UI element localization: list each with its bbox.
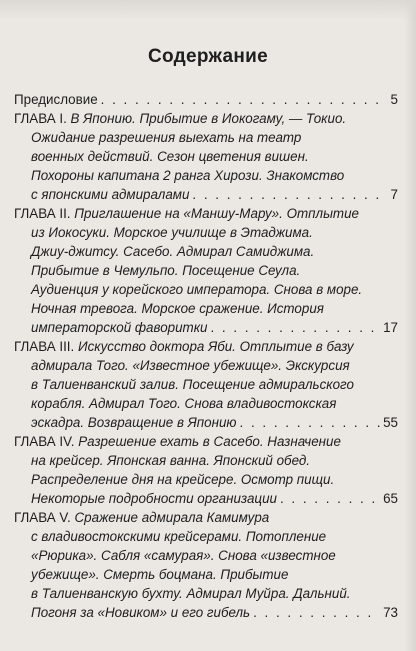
chapter-description: В Японию. Прибытие в Иокогаму, — Токио. xyxy=(70,111,347,126)
toc-page-number: 7 xyxy=(390,187,398,202)
dot-leader xyxy=(210,318,380,337)
toc-line xyxy=(14,489,398,508)
toc-entry-chapter-3 xyxy=(14,337,398,432)
page-edge-shadow xyxy=(404,0,416,651)
chapter-description: убежище». Смерть боцмана. Прибытие xyxy=(31,567,289,582)
chapter-label: ГЛАВА I. xyxy=(14,111,67,126)
toc-line xyxy=(14,413,398,432)
chapter-label: ГЛАВА IV. xyxy=(14,434,75,449)
page-top-shadow xyxy=(0,0,416,20)
toc-line xyxy=(14,432,398,451)
page-title: Содержание xyxy=(147,46,269,67)
chapter-description: Джиу-джитсу. Сасебо. Адмирал Самиджима. xyxy=(31,244,315,259)
chapter-label: ГЛАВА III. xyxy=(14,339,75,354)
toc-page-number: 73 xyxy=(383,605,398,620)
chapter-description: Ожидание разрешения выехать на театр xyxy=(31,130,302,145)
chapter-description: эскадра. Возвращение в Японию xyxy=(31,415,237,430)
chapter-description: с японскими адмиралами xyxy=(31,187,190,202)
chapter-label: ГЛАВА V. xyxy=(14,510,71,525)
chapter-description: Распределение дня на крейсере. Осмотр пищи. xyxy=(31,472,335,487)
toc-page-number: 5 xyxy=(390,92,398,107)
toc-line xyxy=(14,337,398,356)
dot-leader xyxy=(240,413,381,432)
toc-line xyxy=(14,204,398,223)
chapter-description: Разрешение ехать в Сасебо. Назначение xyxy=(78,434,341,449)
chapter-description: Приглашение на «Маншу-Мару». Отплытие xyxy=(74,206,359,221)
chapter-description: в Талиенванский залив. Посещение адмиральского xyxy=(31,377,354,392)
chapter-description: Некоторые подробности организации xyxy=(31,491,277,506)
chapter-label: ГЛАВА II. xyxy=(14,206,71,221)
dot-leader xyxy=(101,90,388,109)
chapter-description: Погоня за «Новиком» и его гибель xyxy=(31,605,251,620)
toc-entry-chapter-2 xyxy=(14,204,398,337)
chapter-description: Ночная тревога. Морское сражение. История xyxy=(31,301,324,316)
toc-entry-preface xyxy=(14,90,398,109)
toc-line xyxy=(14,90,398,109)
toc-page-number: 55 xyxy=(383,415,398,430)
toc-line xyxy=(14,318,398,337)
toc-page-number: 17 xyxy=(383,320,398,335)
dot-leader xyxy=(192,185,387,204)
table-of-contents xyxy=(14,90,398,622)
chapter-description: с владивостокскими крейсерами. Потопление xyxy=(31,529,327,544)
toc-entry-chapter-5 xyxy=(14,508,398,622)
chapter-description: Прибытие в Чемульпо. Посещение Сеула. xyxy=(31,263,301,278)
chapter-description: из Иокосуки. Морское училище в Этаджима. xyxy=(31,225,313,240)
toc-entry-chapter-4 xyxy=(14,432,398,508)
chapter-description: Сражение адмирала Камимура xyxy=(74,510,270,525)
dot-leader xyxy=(280,489,380,508)
chapter-description: «Рюрика». Сабля «самурая». Снова «известное xyxy=(31,548,336,563)
toc-entry-chapter-1 xyxy=(14,109,398,204)
chapter-description: Похороны капитана 2 ранга Хирози. Знакомство xyxy=(31,168,345,183)
chapter-description: Аудиенция у корейского императора. Снова в море. xyxy=(31,282,363,297)
chapter-description: корабля. Адмирал Того. Снова владивостокская xyxy=(31,396,337,411)
toc-entry-label: Предисловие xyxy=(14,92,98,107)
chapter-description: императорской фаворитки xyxy=(31,320,208,335)
toc-page-number: 65 xyxy=(383,491,398,506)
toc-line xyxy=(14,603,398,622)
chapter-description: Искусство доктора Яби. Отплытие в базу xyxy=(77,339,354,354)
toc-line xyxy=(14,109,398,128)
dot-leader xyxy=(253,603,380,622)
chapter-description: на крейсер. Японская ванна. Японский обед. xyxy=(31,453,310,468)
chapter-description: военных действий. Сезон цветения вишен. xyxy=(31,149,309,164)
chapter-description: в Талиенванскую бухту. Адмирал Муйра. Дальний. xyxy=(31,586,351,601)
toc-line xyxy=(14,185,398,204)
chapter-description: адмирала Того. «Известное убежище». Экскурсия xyxy=(31,358,350,373)
toc-line xyxy=(14,508,398,527)
